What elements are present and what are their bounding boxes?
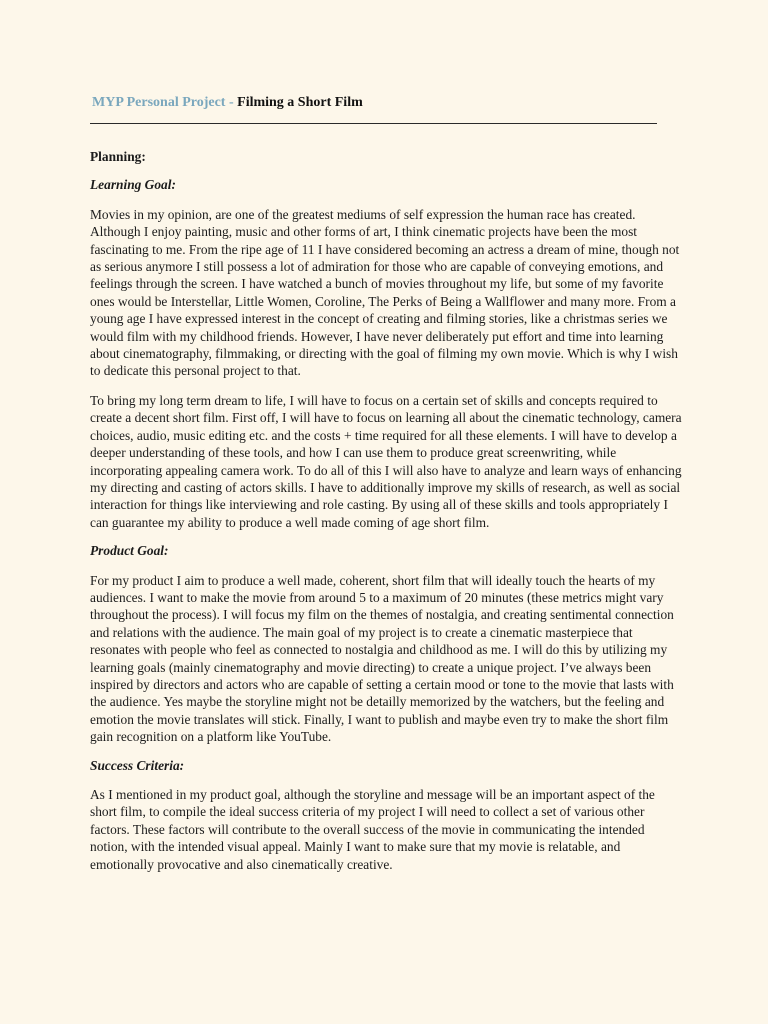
title-underline-rule xyxy=(90,123,657,124)
project-label: MYP Personal Project - xyxy=(92,95,238,110)
success-criteria-paragraph: As I mentioned in my product goal, although the storyline and message will be an important aspect of the short film, to compile the ideal success criteria of my project I will need to collect a set of various other factors. These factors will contribute to the overall success of the movie in communicating the intended notion, with the intended visual appeal. Mainly I want to make sure that my movie is relatable, and emotionally provocative and also cinematically creative. xyxy=(90,787,655,872)
planning-heading: Planning: xyxy=(90,149,146,164)
learning-goal-paragraph-1: Movies in my opinion, are one of the greatest mediums of self expression the human race has created. Although I enjoy painting, music and other forms of art, I think cinematic projects have been the most fascinating to me. From the ripe age of 11 I have considered becoming an actress a dream of mine, though not as serious anymore I still possess a lot of admiration for those who are capable of conveying emotions, and feelings through the screen. I have watched a bunch of movies throughout my life, but some of my favorite ones would be Interstellar, Little Women, Coroline, The Perks of Being a Wallflower and many more. From a young age I have expressed interest in the concept of creating and filming stories, like a christmas series we would film with my childhood friends. However, I have never deliberately put effort and time into learning about cinematography, filmmaking, or directing with the goal of filming my own movie. Which is why I wish to dedicate this personal project to that. xyxy=(90,206,680,379)
product-goal-paragraph: For my product I aim to produce a well made, coherent, short film that will ideally touch the hearts of my audiences. I want to make the movie from around 5 to a maximum of 20 minutes (these metrics might vary throughout the process). I will focus my film on the themes of nostalgia, and creating sentimental connection and relations with the audience. The main goal of my project is to create a cinematic masterpiece that resonates with people who feel as connected to nostalgia and childhood as me. I will do this by utilizing my learning goals (mainly cinematography and movie directing) to create a unique project. I’ve always been inspired by directors and actors who are capable of setting a certain mood or tone to the movie that lasts with the audience. Yes maybe the storyline might not be detailly memorized by the watchers, but the feeling and emotion the movie translates will stick. Finally, I want to publish and maybe even try to make the short film gain recognition on a platform like YouTube. xyxy=(90,572,674,745)
document-page xyxy=(90,92,684,873)
success-criteria-heading: Success Criteria: xyxy=(90,757,185,773)
project-title: Filming a Short Film xyxy=(237,95,363,110)
learning-goal-paragraph-2: To bring my long term dream to life, I will have to focus on a certain set of skills and concepts required to create a decent short film. First off, I will have to focus on learning all about the cinematic technology, camera choices, audio, music editing etc. and the costs + time required for all these elements. I will have to develop a deeper understanding of these tools, and how I can use them to produce great screenwriting, while incorporating appealing camera work. To do all of this I will also have to analyze and learn ways of enhancing my directing and casting of actors skills. I have to additionally improve my skills of research, as well as social interaction for things like interviewing and role casting. By using all of these skills and tools appropriately I can guarantee my ability to produce a well made coming of age short film. xyxy=(90,392,682,530)
product-goal-heading: Product Goal: xyxy=(90,543,169,559)
learning-goal-heading: Learning Goal: xyxy=(90,177,176,193)
document-title xyxy=(92,92,684,114)
